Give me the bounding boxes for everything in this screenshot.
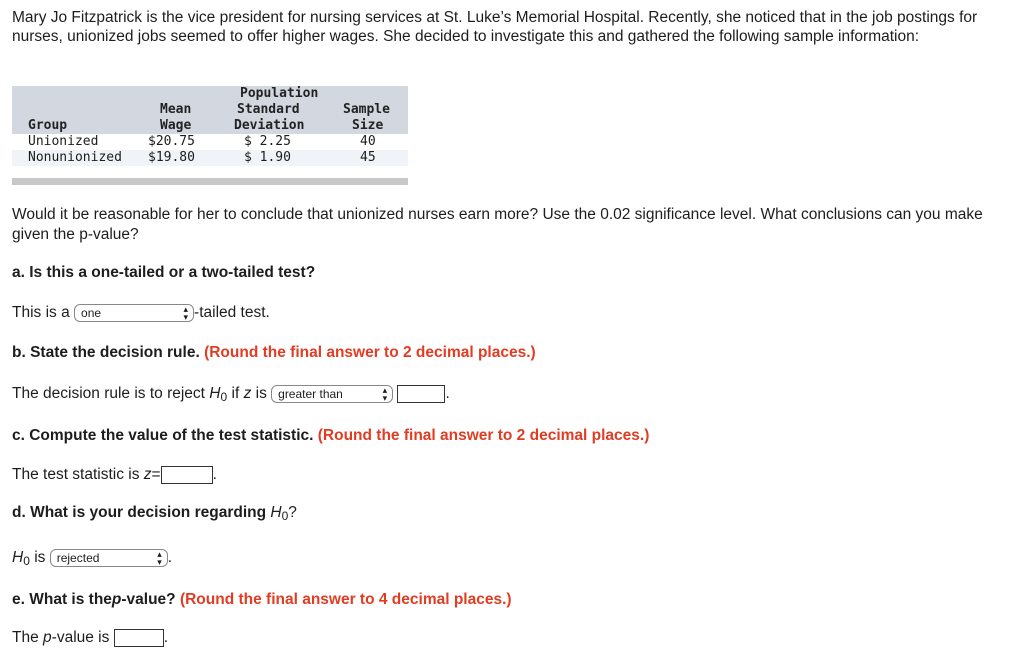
part-d-is: is [34, 549, 46, 566]
cell-size: 45 [360, 150, 376, 165]
header-group: Group [28, 118, 68, 133]
header-size-2: Size [352, 118, 384, 133]
p-value-input[interactable] [114, 629, 164, 647]
part-c-answer-line: The test statistic is z= . [12, 466, 217, 483]
part-e-label-post: -value? [121, 591, 176, 608]
h-subscript: 0 [281, 509, 289, 523]
z-symbol: z [243, 385, 252, 402]
header-mean-1: Mean [160, 102, 192, 117]
equals-sign: = [151, 466, 161, 483]
header-sd-2: Standard [237, 102, 300, 117]
select-arrows-icon: ▴ ▾ [382, 384, 388, 403]
test-statistic-input[interactable] [161, 466, 213, 484]
part-c-prefix: The test statistic is [12, 466, 140, 483]
h-subscript: 0 [220, 390, 228, 404]
part-d-answer-line: H0 is rejected ▴ ▾ . [12, 548, 173, 568]
part-c-note: (Round the final answer to 2 decimal places.) [317, 427, 650, 444]
decision-select[interactable] [50, 549, 168, 567]
part-a-prefix: This is a [12, 304, 70, 321]
cell-sd: $ 2.25 [244, 134, 291, 149]
p-symbol: p [43, 629, 52, 646]
z-symbol: z [143, 466, 152, 483]
cell-mean: $19.80 [148, 150, 195, 165]
part-b-is: is [255, 385, 267, 402]
part-b-if: if [231, 385, 240, 402]
question-text: Would it be reasonable for her to conclude that unionized nurses earn more? Use the 0.02 significance level. What conclusions can you make given the p-value? [12, 206, 983, 243]
part-b-label-line [12, 343, 536, 362]
cell-sd: $ 1.90 [244, 150, 291, 165]
cell-size: 40 [360, 134, 376, 149]
header-mean-2: Wage [160, 118, 192, 133]
h-symbol: H [12, 549, 24, 566]
cell-group: Unionized [28, 134, 99, 149]
part-e-label-pre: e. What is the [12, 591, 112, 608]
part-e-answer-line: The p-value is . [12, 629, 168, 646]
part-e-prefix: The [12, 629, 39, 646]
table-header [12, 86, 408, 134]
p-symbol: p [111, 591, 122, 608]
data-table [12, 86, 408, 185]
part-b-note: (Round the final answer to 2 decimal places.) [204, 344, 536, 361]
part-c-label-line [12, 426, 649, 445]
part-b-answer-line: The decision rule is to reject H0 if z is greater than ▴ ▾ . [12, 384, 450, 404]
part-d-label: d. What is your decision regarding [12, 504, 267, 521]
part-c-label: c. Compute the value of the test statistic. [12, 427, 314, 444]
table-row [12, 134, 408, 150]
h-subscript: 0 [23, 554, 30, 568]
cell-mean: $20.75 [148, 134, 195, 149]
part-d-label-line [12, 503, 297, 523]
part-b-prefix: The decision rule is to reject [12, 385, 205, 402]
decision-select-value: rejected [56, 550, 100, 565]
header-sd-1: Population [240, 86, 319, 101]
header-size-1: Sample [343, 102, 390, 117]
table-bottom-bar [12, 178, 408, 185]
tail-select[interactable] [74, 304, 194, 322]
part-e-label-line [12, 590, 512, 609]
intro-paragraph: Mary Jo Fitzpatrick is the vice president for nursing services at St. Luke’s Memorial Hospital. Recently, she noticed that in the job postings for nurses, unionized jobs seemed to offer higher wages. She decided to investigate this and gathered the following sample information: [12, 9, 978, 45]
h-symbol: H [270, 504, 282, 521]
header-sd-3: Deviation [234, 118, 305, 133]
part-e-suffix: -value is [51, 629, 110, 646]
critical-value-input[interactable] [397, 385, 445, 403]
part-a-suffix: -tailed test. [194, 304, 270, 321]
h-symbol: H [209, 385, 221, 402]
part-e-note: (Round the final answer to 4 decimal places.) [179, 591, 512, 608]
question-paragraph [12, 205, 1012, 245]
question-mark: ? [288, 504, 297, 521]
cell-group: Nonunionized [28, 150, 122, 165]
part-b-label: b. State the decision rule. [12, 344, 200, 361]
part-a-label: a. Is this a one-tailed or a two-tailed test? [12, 264, 316, 281]
tail-select-value: one [81, 305, 102, 320]
part-a-answer-line [12, 303, 270, 322]
direction-select-value: greater than [278, 386, 343, 401]
table-row [12, 150, 408, 166]
direction-select[interactable] [271, 385, 393, 403]
select-arrows-icon: ▴ ▾ [157, 548, 162, 567]
select-arrows-icon: ▴ ▾ [183, 303, 189, 322]
